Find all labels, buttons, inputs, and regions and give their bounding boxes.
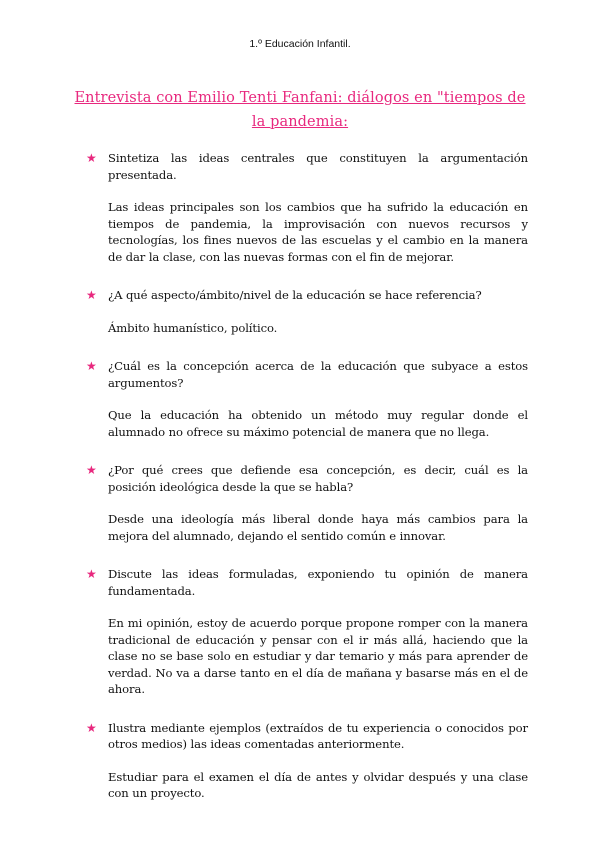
star-icon: ★ (86, 288, 97, 302)
star-icon: ★ (86, 567, 97, 581)
document-title: Entrevista con Emilio Tenti Fanfani: diálogos en "tiempos de la pandemia: (74, 90, 526, 130)
star-icon: ★ (86, 720, 97, 735)
question-text: Sintetiza las ideas centrales que constituyen la argumentación presentada. (108, 151, 528, 182)
star-icon: ★ (86, 463, 97, 477)
question (86, 462, 528, 495)
star-icon: ★ (86, 151, 97, 165)
list-item (86, 287, 528, 336)
page-header: 1.º Educación Infantil. (249, 38, 351, 50)
answer-text: Que la educación ha obtenido un método muy regular donde el alumnado no ofrece su máximo potencial de manera que no llega. (108, 408, 528, 439)
answer-text: Las ideas principales son los cambios que ha sufrido la educación en tiempos de pandemia, la improvisación con nuevos recursos y tecnologías, los fines nuevos de las escuelas y el cambio en la manera de dar la clase, con las nuevas formas con el fin de mejorar. (108, 200, 528, 264)
question (86, 287, 528, 304)
answer-text: En mi opinión, estoy de acuerdo porque propone romper con la manera tradicional de educación y pensar con el ir más allá, haciendo que la clase no se base solo en estudiar y dar temario y más para aprender de verdad. No va a darse tanto en el día de mañana y basarse más en el de ahora. (108, 616, 528, 696)
question-text: ¿Por qué crees que defiende esa concepción, es decir, cuál es la posición ideológica desde la que se habla? (108, 463, 528, 494)
list-item (86, 566, 528, 698)
answer-text: Ámbito humanístico, político. (108, 320, 278, 335)
question (86, 566, 528, 599)
answer-text: Desde una ideología más liberal donde haya más cambios para la mejora del alumnado, dejando el sentido común e innovar. (108, 512, 528, 543)
list-item (86, 358, 528, 440)
question (86, 358, 528, 391)
question-text: Discute las ideas formuladas, exponiendo tu opinión de manera fundamentada. (108, 567, 528, 598)
list-item (86, 150, 528, 265)
question-text: Ilustra mediante ejemplos (extraídos de tu experiencia o conocidos por otros medios) las ideas comentadas anteriormente. (108, 720, 528, 751)
question-text: ¿Cuál es la concepción acerca de la educación que subyace a estos argumentos? (108, 359, 528, 390)
star-icon: ★ (86, 359, 97, 373)
question (86, 720, 528, 753)
answer-text: Estudiar para el examen el día de antes y olvidar después y una clase con un proyecto. (108, 769, 528, 800)
list-item (86, 462, 528, 544)
question (86, 150, 528, 183)
question-text: ¿A qué aspecto/ámbito/nivel de la educación se hace referencia? (108, 288, 482, 302)
list-item (86, 720, 528, 802)
question-list (86, 150, 528, 824)
